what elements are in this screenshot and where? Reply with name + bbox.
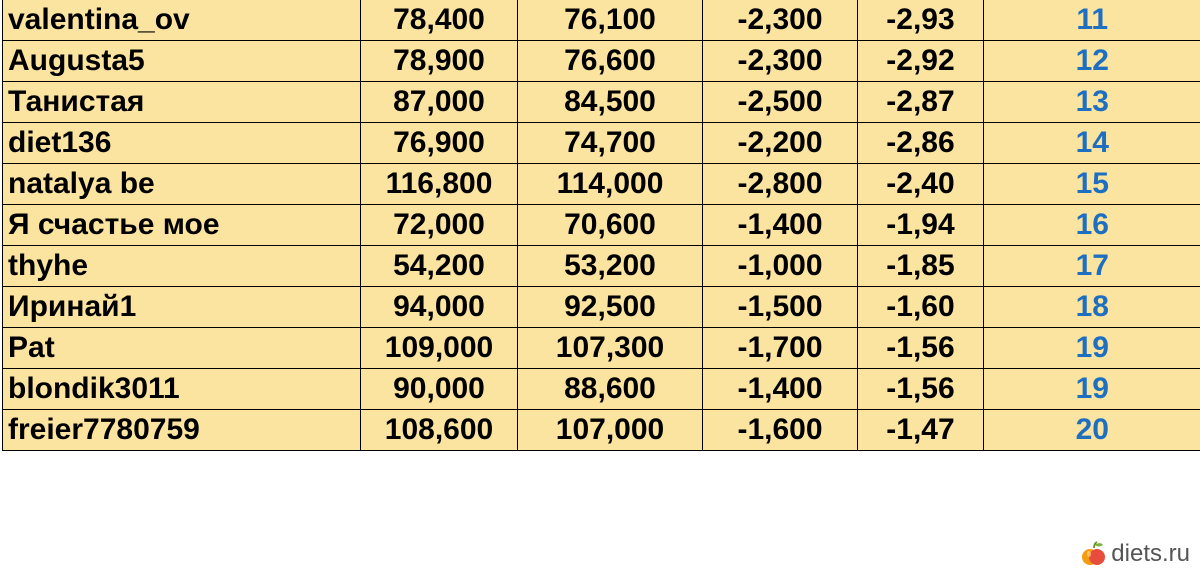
percent-diff-cell: -2,87 [858, 82, 984, 123]
weight-diff-cell: -1,500 [703, 287, 858, 328]
table-row [3, 246, 1200, 287]
current-weight-cell: 84,500 [518, 82, 703, 123]
participant-name-cell: natalya be [3, 164, 361, 205]
table-row [3, 287, 1200, 328]
current-weight-cell: 92,500 [518, 287, 703, 328]
participant-name-cell: blondik3011 [3, 369, 361, 410]
table-row [3, 410, 1200, 451]
percent-diff-cell: -2,92 [858, 41, 984, 82]
participant-name-cell: Augusta5 [3, 41, 361, 82]
percent-diff-cell: -1,56 [858, 369, 984, 410]
place-cell: 11 [984, 0, 1200, 41]
percent-diff-cell: -1,94 [858, 205, 984, 246]
table-row [3, 369, 1200, 410]
table-row [3, 205, 1200, 246]
weight-diff-cell: -2,300 [703, 0, 858, 41]
results-table [2, 0, 1200, 451]
start-weight-cell: 78,400 [361, 0, 518, 41]
place-cell: 16 [984, 205, 1200, 246]
current-weight-cell: 70,600 [518, 205, 703, 246]
place-cell: 17 [984, 246, 1200, 287]
table-row [3, 82, 1200, 123]
place-cell: 14 [984, 123, 1200, 164]
participant-name-cell: Pat [3, 328, 361, 369]
weight-diff-cell: -2,800 [703, 164, 858, 205]
apple-icon [1081, 540, 1107, 568]
place-cell: 18 [984, 287, 1200, 328]
start-weight-cell: 116,800 [361, 164, 518, 205]
current-weight-cell: 88,600 [518, 369, 703, 410]
place-cell: 19 [984, 328, 1200, 369]
table-row [3, 0, 1200, 41]
start-weight-cell: 94,000 [361, 287, 518, 328]
participant-name-cell: valentina_ov [3, 0, 361, 41]
place-cell: 19 [984, 369, 1200, 410]
weight-diff-cell: -2,500 [703, 82, 858, 123]
weight-diff-cell: -1,700 [703, 328, 858, 369]
current-weight-cell: 76,100 [518, 0, 703, 41]
weight-diff-cell: -1,400 [703, 205, 858, 246]
table-row [3, 41, 1200, 82]
watermark-text: diets.ru [1111, 540, 1190, 567]
results-table-body [3, 0, 1200, 451]
start-weight-cell: 54,200 [361, 246, 518, 287]
current-weight-cell: 74,700 [518, 123, 703, 164]
table-row [3, 328, 1200, 369]
table-row [3, 123, 1200, 164]
current-weight-cell: 107,300 [518, 328, 703, 369]
start-weight-cell: 108,600 [361, 410, 518, 451]
weight-diff-cell: -1,400 [703, 369, 858, 410]
percent-diff-cell: -2,86 [858, 123, 984, 164]
start-weight-cell: 78,900 [361, 41, 518, 82]
start-weight-cell: 76,900 [361, 123, 518, 164]
place-cell: 20 [984, 410, 1200, 451]
weight-diff-cell: -2,200 [703, 123, 858, 164]
current-weight-cell: 114,000 [518, 164, 703, 205]
table-row [3, 164, 1200, 205]
current-weight-cell: 107,000 [518, 410, 703, 451]
weight-diff-cell: -1,000 [703, 246, 858, 287]
current-weight-cell: 76,600 [518, 41, 703, 82]
percent-diff-cell: -1,85 [858, 246, 984, 287]
percent-diff-cell: -1,47 [858, 410, 984, 451]
percent-diff-cell: -2,40 [858, 164, 984, 205]
start-weight-cell: 90,000 [361, 369, 518, 410]
place-cell: 12 [984, 41, 1200, 82]
current-weight-cell: 53,200 [518, 246, 703, 287]
start-weight-cell: 87,000 [361, 82, 518, 123]
percent-diff-cell: -1,60 [858, 287, 984, 328]
place-cell: 13 [984, 82, 1200, 123]
participant-name-cell: thyhe [3, 246, 361, 287]
participant-name-cell: freier7780759 [3, 410, 361, 451]
site-watermark [1081, 540, 1190, 568]
start-weight-cell: 72,000 [361, 205, 518, 246]
participant-name-cell: Я счастье мое [3, 205, 361, 246]
percent-diff-cell: -2,93 [858, 0, 984, 41]
start-weight-cell: 109,000 [361, 328, 518, 369]
percent-diff-cell: -1,56 [858, 328, 984, 369]
weight-diff-cell: -2,300 [703, 41, 858, 82]
participant-name-cell: Иринай1 [3, 287, 361, 328]
weight-diff-cell: -1,600 [703, 410, 858, 451]
participant-name-cell: Танистая [3, 82, 361, 123]
participant-name-cell: diet136 [3, 123, 361, 164]
place-cell: 15 [984, 164, 1200, 205]
